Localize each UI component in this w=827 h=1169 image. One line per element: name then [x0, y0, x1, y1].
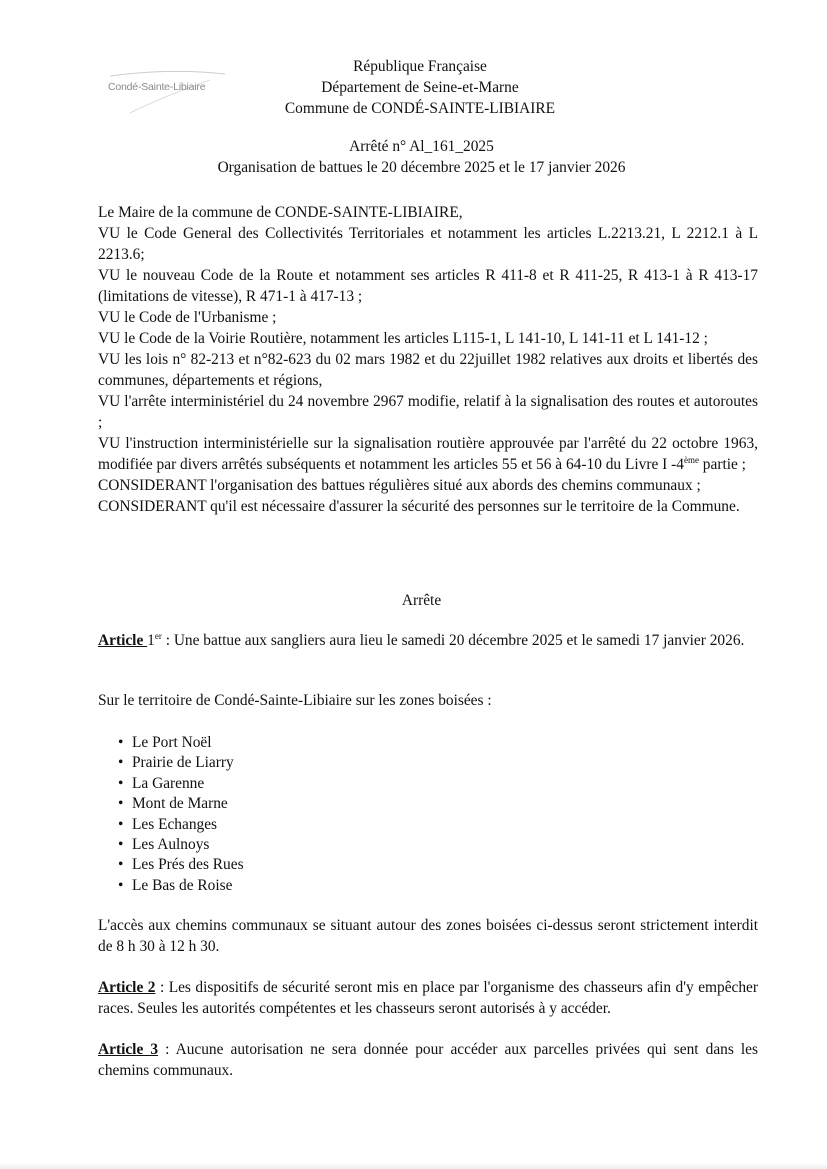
list-item: • La Garenne: [98, 774, 758, 794]
decision-heading: Arrête: [401, 592, 442, 609]
article-2-label: Article 2: [98, 979, 156, 996]
preamble-item: VU le Code General des Collectivités Territoriales et notamment les articles L.2213.21, L 2212.1 à L 2213.6;: [98, 225, 758, 263]
article-3-text: : Aucune autorisation ne sera donnée pour accéder aux parcelles privées qui sent dans les chemins communaux.: [98, 1041, 759, 1079]
article-2: [98, 977, 758, 1019]
page-edge: [0, 1163, 827, 1169]
list-item: • Le Bas de Roise: [98, 876, 758, 896]
preamble-item: VU le nouveau Code de la Route et notamment ses articles R 411-8 et R 411-25, R 413-1 à R 413-17 (limitations de vitesse), R 471-1 à 417-13 ;: [98, 267, 758, 305]
document-title: [8, 136, 827, 178]
logo-text: Condé-Sainte-Libiaire: [108, 81, 206, 93]
list-item: • Mont de Marne: [98, 794, 758, 814]
list-item: • Les Aulnoys: [98, 835, 758, 855]
header-department: Département de Seine-et-Marne: [321, 79, 519, 96]
article-1-label: Article: [98, 632, 148, 649]
instruction-text: VU l'instruction interministérielle sur la signalisation routière approuvée par l'arrêté du 22 octobre 1963, modifiée par divers arrêtés subséquents et notamment les articles 55 et 56 à 64-10 du Livre I -4: [98, 435, 758, 473]
list-item: • Les Echanges: [98, 815, 758, 835]
preamble-item: VU le Code de l'Urbanisme ;: [98, 309, 277, 326]
preamble-instruction: [98, 433, 758, 475]
preamble-item: VU l'arrête interministériel du 24 novembre 2967 modifie, relatif à la signalisation des routes et autoroutes ;: [98, 393, 758, 431]
document-header: [130, 56, 710, 119]
list-item: • Les Prés des Rues: [98, 855, 758, 875]
access-restriction: L'accès aux chemins communaux se situant autour des zones boisées ci-dessus seront strictement interdit de 8 h 30 à 12 h 30.: [98, 917, 758, 955]
preamble-mayor: Le Maire de la commune de CONDE-SAINTE-LIBIAIRE,: [98, 204, 463, 221]
decree-number: Arrêté n° Al_161_2025: [349, 138, 494, 155]
zones-intro: Sur le territoire de Condé-Sainte-Libiaire sur les zones boisées :: [98, 692, 492, 709]
preamble-item: VU les lois n° 82-213 et n°82-623 du 02 mars 1982 et du 22juillet 1982 relatives aux droits et libertés des communes, départements et régions,: [98, 351, 758, 389]
decree-subject: Organisation de battues le 20 décembre 2025 et le 17 janvier 2026: [217, 159, 626, 176]
article-2-text: : Les dispositifs de sécurité seront mis en place par l'organisme des chasseurs afin d'y empêcher races. Seules les autorités compétentes et les chasseurs seront autorisés à y accéder.: [98, 979, 759, 1017]
article-3: [98, 1039, 758, 1081]
article-1-text: : Une battue aux sangliers aura lieu le samedi 20 décembre 2025 et le samedi 17 janvier 2026.: [161, 632, 745, 649]
header-commune: Commune de CONDÉ-SAINTE-LIBIAIRE: [284, 100, 556, 117]
superscript: ème: [683, 454, 699, 465]
zones-list: [98, 733, 758, 896]
article-1: [98, 630, 758, 651]
superscript: er: [154, 630, 162, 641]
preamble: [98, 202, 758, 517]
preamble-item: VU le Code de la Voirie Routière, notamment les articles L115-1, L 141-10, L 141-11 et L 141-12 ;: [98, 330, 708, 347]
considering-item: CONSIDERANT qu'il est nécessaire d'assurer la sécurité des personnes sur le territoire de la Commune.: [98, 498, 740, 515]
considering-item: CONSIDERANT l'organisation des battues régulières situé aux abords des chemins communaux ;: [98, 477, 701, 494]
article-3-label: Article 3: [98, 1041, 159, 1058]
article-1-number: 1: [147, 632, 155, 649]
header-republic: République Française: [353, 58, 487, 75]
list-item: • Le Port Noël: [98, 733, 758, 753]
list-item: • Prairie de Liarry: [98, 753, 758, 773]
instruction-tail: partie ;: [698, 456, 746, 473]
